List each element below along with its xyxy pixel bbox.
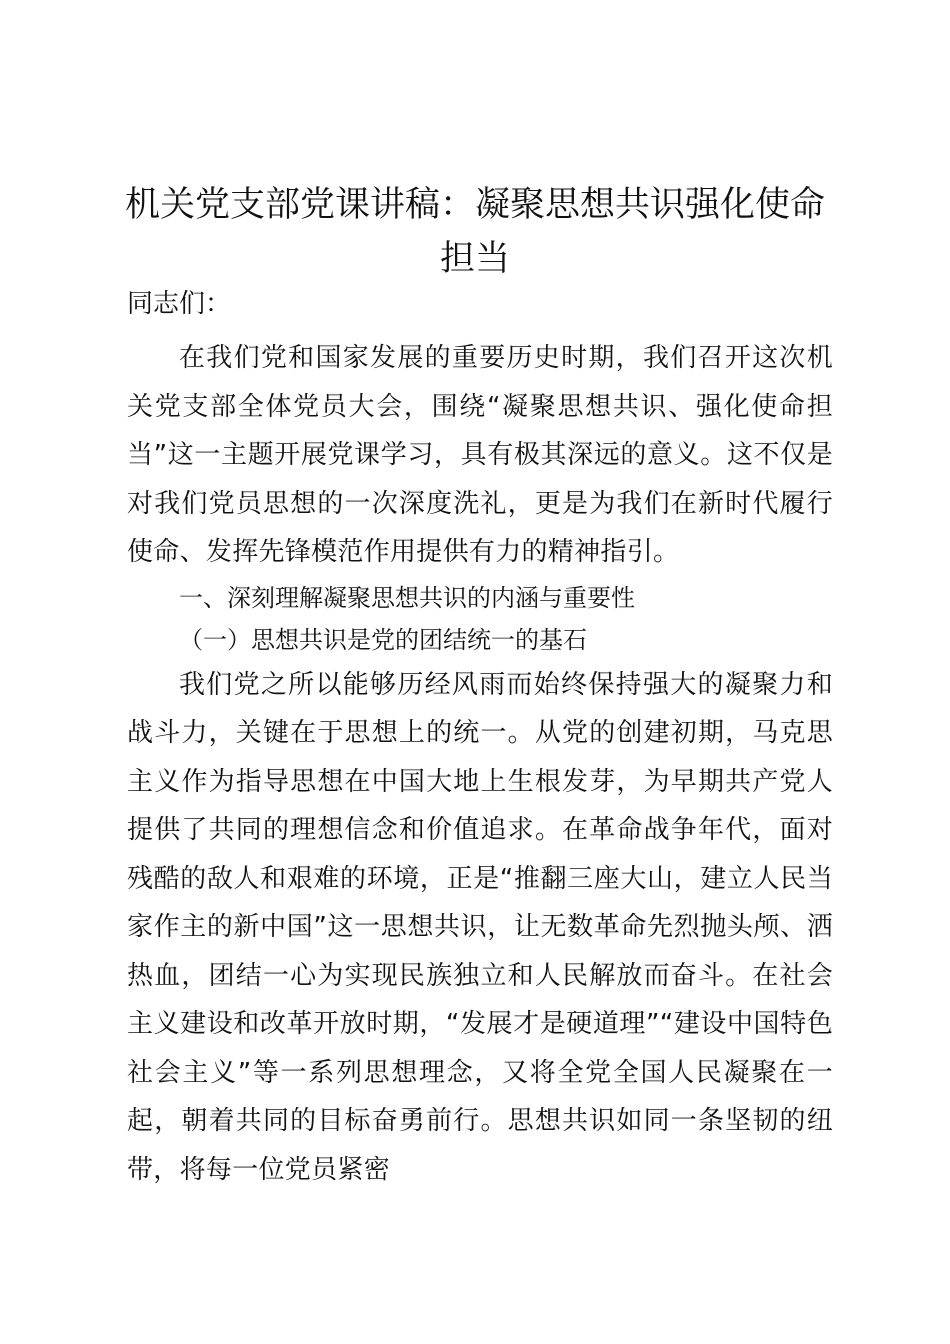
document-body: [127, 334, 833, 1194]
subsection-heading: （一）思想共识是党的团结统一的基石: [179, 625, 587, 654]
intro-paragraph: 在我们党和国家发展的重要历史时期，我们召开这次机关党支部全体党员大会，围绕“凝聚思想共识、强化使命担当”这一主题开展党课学习，具有极其深远的意义。这不仅是对我们党员思想的一次深度洗礼，更是为我们在新时代履行使命、发挥先锋模范作用提供有力的精神指引。: [127, 343, 833, 567]
body-paragraph: 我们党之所以能够历经风雨而始终保持强大的凝聚力和战斗力，关键在于思想上的统一。从党的创建初期，马克思主义作为指导思想在中国大地上生根发芽，为早期共产党人提供了共同的理想信念和价值追求。在革命战争年代，面对残酷的敌人和艰难的环境，正是“推翻三座大山，建立人民当家作主的新中国”这一思想共识，让无数革命先烈抛头颅、洒热血，团结一心为实现民族独立和人民解放而奋斗。在社会主义建设和改革开放时期，“发展才是硬道理”“建设中国特色社会主义”等一系列思想理念，又将全党全国人民凝聚在一起，朝着共同的目标奋勇前行。思想共识如同一条坚韧的纽带，将每一位党员紧密: [127, 669, 833, 1185]
section-heading: 一、深刻理解凝聚思想共识的内涵与重要性: [179, 583, 635, 612]
document-title: 机关党支部党课讲稿：凝聚思想共识强化使命担当: [124, 185, 825, 279]
salutation: 同志们：: [127, 289, 232, 319]
